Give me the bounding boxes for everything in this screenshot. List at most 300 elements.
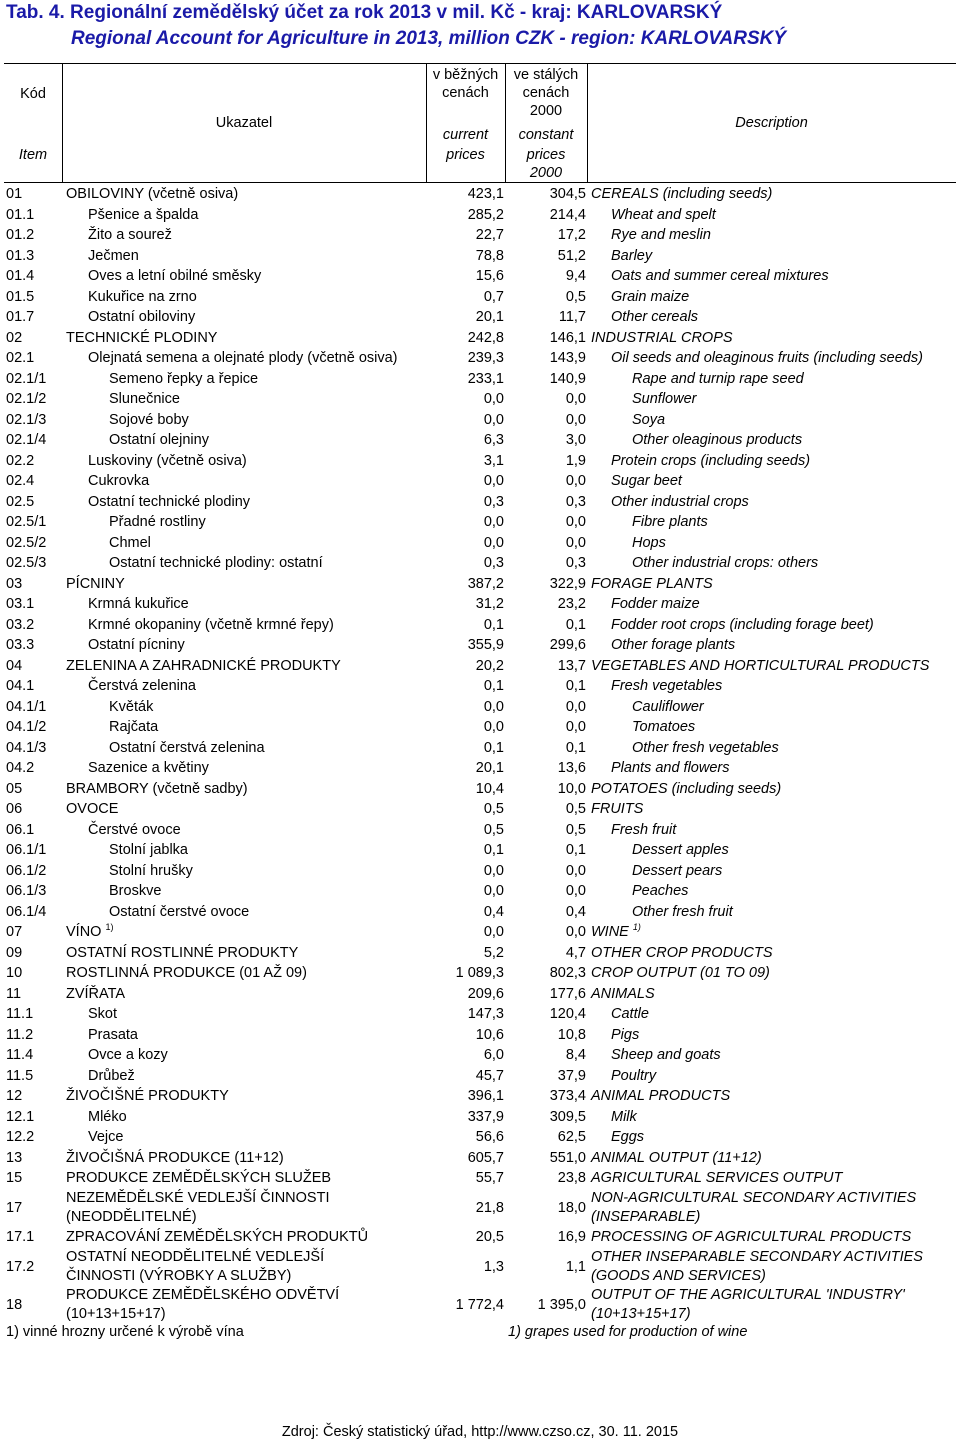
row-code: 01.4 (6, 268, 35, 284)
row-description: FRUITS (591, 801, 644, 817)
row-code: 02.5/3 (6, 555, 47, 571)
header-constant-cz-3: 2000 (529, 103, 563, 119)
row-description: CEREALS (including seeds) (591, 186, 773, 202)
table-row (4, 922, 956, 943)
row-name: Luskoviny (včetně osiva) (88, 452, 247, 469)
row-description: Cattle (611, 1006, 649, 1022)
row-current-value: 396,1 (467, 1088, 504, 1104)
row-code: 12 (6, 1088, 23, 1104)
row-name: Ovce a kozy (88, 1047, 168, 1063)
row-code: 02.1/3 (6, 411, 47, 428)
row-current-value: 0,3 (483, 493, 504, 510)
row-description: Other industrial crops (611, 493, 749, 510)
row-code: 17 (6, 1199, 23, 1216)
table-title: Tab. 4. Regionální zemědělský účet za rok 2013 v mil. Kč - kraj: KARLOVARSKÝ (6, 2, 723, 23)
row-name: Čerstvá zelenina (88, 678, 196, 694)
table-row (4, 840, 956, 861)
row-description: OTHER CROP PRODUCTS (591, 944, 773, 961)
table-row (4, 1004, 956, 1025)
table-row (4, 1248, 956, 1287)
row-constant-value: 13,7 (557, 657, 586, 674)
row-constant-value: 551,0 (549, 1149, 586, 1166)
row-name: ŽIVOČIŠNÁ PRODUKCE (11+12) (66, 1149, 284, 1166)
row-description: Rye and meslin (611, 227, 711, 243)
header-indicator: Ukazatel (215, 115, 273, 131)
row-current-value: 0,5 (483, 821, 504, 838)
table-row (4, 410, 956, 431)
row-description: Dessert pears (632, 862, 723, 879)
row-constant-value: 16,9 (557, 1229, 586, 1245)
row-constant-value: 146,1 (549, 329, 586, 346)
row-current-value: 233,1 (467, 370, 504, 387)
row-name: PÍCNINY (66, 575, 125, 592)
table-row (4, 943, 956, 964)
table-row (4, 389, 956, 410)
row-constant-value: 37,9 (557, 1067, 586, 1084)
row-current-value: 0,1 (483, 739, 504, 756)
row-name: Drůbež (88, 1067, 135, 1084)
row-name: Přadné rostliny (109, 514, 206, 530)
row-description: Fodder root crops (including forage beet) (611, 616, 874, 633)
row-constant-value: 0,0 (565, 883, 586, 899)
table-row (4, 656, 956, 677)
row-code: 03 (6, 575, 23, 592)
table-row (4, 471, 956, 492)
row-description: Cauliflower (632, 698, 704, 715)
header-current-en-1: current (442, 127, 489, 143)
row-name: Ostatní obiloviny (88, 309, 196, 325)
table-row (4, 492, 956, 513)
row-name: Prasata (88, 1026, 138, 1043)
table-row (4, 430, 956, 451)
row-name: Ječmen (88, 247, 139, 264)
row-constant-value: 0,0 (565, 862, 586, 879)
row-code: 04.1/2 (6, 719, 47, 735)
row-constant-value: 9,4 (565, 268, 586, 284)
row-description: Sheep and goats (611, 1047, 721, 1063)
header-constant-cz-1: ve stálých (513, 67, 579, 83)
table-row (4, 1189, 956, 1228)
row-constant-value: 13,6 (557, 760, 586, 776)
row-description: FORAGE PLANTS (591, 575, 713, 592)
row-description: Barley (611, 247, 653, 264)
table-row (4, 861, 956, 882)
row-constant-value: 0,5 (565, 288, 586, 305)
row-constant-value: 0,1 (565, 739, 586, 756)
row-constant-value: 0,0 (565, 391, 586, 407)
row-name: Semeno řepky a řepice (109, 370, 259, 387)
row-description: Wheat and spelt (611, 206, 716, 223)
table-row (4, 1025, 956, 1046)
row-name: Skot (88, 1006, 118, 1022)
row-current-value: 3,1 (483, 452, 504, 469)
row-name: TECHNICKÉ PLODINY (66, 329, 218, 346)
row-constant-value: 0,1 (565, 842, 586, 858)
row-constant-value: 140,9 (549, 370, 586, 387)
row-name: Sojové boby (109, 411, 189, 428)
row-description: WINE $^{1)}$ (591, 922, 641, 940)
table-row (4, 615, 956, 636)
row-current-value: 0,0 (483, 514, 504, 530)
row-description: ANIMAL PRODUCTS (591, 1088, 731, 1104)
table-row (4, 451, 956, 472)
table-row (4, 717, 956, 738)
row-constant-value: 23,8 (557, 1170, 586, 1186)
row-code: 15 (6, 1170, 23, 1186)
row-constant-value: 0,0 (565, 719, 586, 735)
row-current-value: 0,1 (483, 842, 504, 858)
row-current-value: 0,5 (483, 801, 504, 817)
row-description: Fresh fruit (611, 821, 677, 838)
row-code: 01.2 (6, 227, 35, 243)
table-row (4, 1086, 956, 1107)
table-row (4, 533, 956, 554)
row-current-value: 0,0 (483, 862, 504, 879)
source-note: Zdroj: Český statistický úřad, http://www.czso.cz, 30. 11. 2015 (281, 1424, 679, 1440)
row-current-value: 31,2 (475, 596, 504, 612)
row-constant-value: 0,0 (565, 514, 586, 530)
row-current-value: 0,1 (483, 616, 504, 633)
row-name: Oves a letní obilné směsky (88, 268, 262, 284)
row-constant-value: 0,0 (565, 473, 586, 489)
row-code: 03.1 (6, 596, 35, 612)
row-description: ANIMALS (591, 985, 655, 1002)
row-name: Cukrovka (88, 473, 150, 489)
row-description: Peaches (632, 883, 689, 899)
footnote-cz: 1) vinné hrozny určené k výrobě vína (6, 1324, 244, 1340)
row-current-value: 239,3 (467, 350, 504, 366)
footnote-marker: 1) (105, 922, 114, 933)
row-code: 06 (6, 801, 23, 817)
row-current-value: 387,2 (467, 575, 504, 592)
table-row (4, 574, 956, 595)
table-row (4, 676, 956, 697)
row-current-value: 6,0 (483, 1047, 504, 1063)
row-current-value: 337,9 (467, 1108, 504, 1125)
row-current-value: 0,0 (483, 924, 504, 940)
row-constant-value: 322,9 (549, 575, 586, 592)
row-name: OSTATNÍ ROSTLINNÉ PRODUKTY (66, 944, 299, 961)
row-name: Stolní hrušky (109, 862, 193, 879)
row-name: Ostatní olejniny (109, 432, 209, 448)
row-description: Other fresh vegetables (632, 739, 779, 756)
row-constant-value: 23,2 (557, 596, 586, 612)
row-name: Krmná kukuřice (88, 596, 189, 612)
row-current-value: 22,7 (475, 227, 504, 243)
row-current-value: 285,2 (467, 206, 504, 223)
row-current-value: 55,7 (475, 1170, 504, 1186)
row-code: 02 (6, 329, 23, 346)
table-row (4, 553, 956, 574)
row-description: Milk (611, 1108, 637, 1125)
row-current-value: 0,4 (483, 903, 504, 920)
row-description: Other fresh fruit (632, 903, 733, 920)
row-current-value: 56,6 (475, 1129, 504, 1145)
row-description: Other cereals (611, 309, 699, 325)
row-code: 12.2 (6, 1129, 35, 1145)
row-current-value: 15,6 (475, 268, 504, 284)
row-current-value: 0,0 (483, 883, 504, 899)
row-code: 03.2 (6, 616, 35, 633)
row-constant-value: 120,4 (549, 1006, 586, 1022)
row-code: 04.1/3 (6, 739, 47, 756)
header-description: Description (735, 115, 808, 131)
table-row (4, 1148, 956, 1169)
row-description: Fodder maize (611, 596, 700, 612)
row-description: Oil seeds and oleaginous fruits (including seeds) (611, 350, 923, 366)
row-constant-value: 10,8 (557, 1026, 586, 1043)
row-current-value: 147,3 (467, 1006, 504, 1022)
row-current-value: 45,7 (475, 1067, 504, 1084)
table-row (4, 1127, 956, 1148)
row-name: VÍNO $^{1)}$ (66, 922, 114, 940)
row-name: Vejce (88, 1129, 124, 1145)
row-name: Olejnatá semena a olejnaté plody (včetně osiva) (88, 350, 398, 366)
row-code: 01.1 (6, 206, 35, 223)
row-name: NEZEMĚDĚLSKÉ VEDLEJŠÍ ČINNOSTI (NEODDĚLITELNÉ) (66, 1189, 330, 1225)
row-current-value: 0,0 (483, 391, 504, 407)
row-description: Hops (632, 534, 666, 551)
row-description: Eggs (611, 1129, 645, 1145)
row-name: Ostatní technické plodiny (88, 493, 251, 510)
row-description: Fresh vegetables (611, 678, 723, 694)
table-row (4, 184, 956, 205)
row-description: OUTPUT OF THE AGRICULTURAL 'INDUSTRY' (10+13+15+17) (591, 1287, 905, 1322)
row-current-value: 0,3 (483, 555, 504, 571)
row-code: 06.1/2 (6, 862, 47, 879)
header-constant-en-1: constant (518, 127, 574, 143)
row-current-value: 20,5 (475, 1229, 504, 1245)
row-constant-value: 62,5 (557, 1129, 586, 1145)
row-constant-value: 299,6 (549, 637, 586, 653)
table-row (4, 287, 956, 308)
table-row (4, 1286, 956, 1325)
row-name: ROSTLINNÁ PRODUKCE (01 AŽ 09) (66, 965, 307, 981)
row-code: 11.2 (6, 1026, 34, 1043)
row-code: 06.1/4 (6, 903, 47, 920)
row-constant-value: 0,0 (565, 698, 586, 715)
row-code: 02.5 (6, 493, 35, 510)
table-row (4, 1168, 956, 1189)
header-current-cz-2: cenách (442, 85, 489, 101)
row-description: VEGETABLES AND HORTICULTURAL PRODUCTS (591, 657, 930, 674)
row-current-value: 1 089,3 (455, 965, 504, 981)
row-current-value: 10,4 (475, 780, 504, 797)
row-description: OTHER INSEPARABLE SECONDARY ACTIVITIES (GOODS AND SERVICES) (591, 1248, 923, 1284)
row-name: Žito a sourež (88, 227, 172, 243)
row-code: 02.5/1 (6, 514, 47, 530)
row-constant-value: 1,1 (565, 1258, 586, 1275)
row-name: OSTATNÍ NEODDĚLITELNÉ VEDLEJŠÍ ČINNOSTI (VÝROBKY A SLUŽBY) (66, 1248, 325, 1284)
row-code: 04.1/1 (6, 698, 47, 715)
row-code: 11.1 (6, 1006, 34, 1022)
row-code: 06.1/1 (6, 842, 47, 858)
row-name: Květák (109, 698, 154, 715)
table-row (4, 984, 956, 1005)
row-constant-value: 373,4 (549, 1088, 586, 1104)
row-constant-value: 1,9 (565, 452, 586, 469)
row-code: 05 (6, 780, 23, 797)
row-constant-value: 8,4 (565, 1047, 586, 1063)
row-code: 12.1 (6, 1108, 35, 1125)
row-current-value: 0,0 (483, 698, 504, 715)
table-row (4, 963, 956, 984)
table-row (4, 779, 956, 800)
row-name: Slunečnice (109, 391, 180, 407)
row-current-value: 5,2 (483, 944, 504, 961)
row-code: 02.1 (6, 350, 35, 366)
table-subtitle: Regional Account for Agriculture in 2013, million CZK - region: KARLOVARSKÝ (71, 28, 787, 49)
table-row (4, 594, 956, 615)
row-code: 02.1/1 (6, 370, 47, 387)
row-constant-value: 0,3 (565, 555, 586, 571)
row-description: INDUSTRIAL CROPS (591, 329, 733, 346)
row-constant-value: 3,0 (565, 432, 586, 448)
row-name: Ostatní čerstvá zelenina (109, 739, 265, 756)
row-code: 02.1/2 (6, 391, 47, 407)
table-row (4, 246, 956, 267)
row-current-value: 0,0 (483, 534, 504, 551)
row-constant-value: 51,2 (557, 247, 586, 264)
row-current-value: 20,2 (475, 657, 504, 674)
row-description: CROP OUTPUT (01 TO 09) (591, 965, 770, 981)
row-name: Ostatní pícniny (88, 637, 185, 653)
row-description: ANIMAL OUTPUT (11+12) (591, 1149, 762, 1166)
row-code: 01.3 (6, 247, 35, 264)
row-description: Dessert apples (632, 842, 729, 858)
row-description: Fibre plants (632, 514, 708, 530)
row-code: 11 (6, 985, 22, 1002)
row-current-value: 423,1 (467, 186, 504, 202)
row-code: 02.2 (6, 452, 35, 469)
row-name: ŽIVOČIŠNÉ PRODUKTY (66, 1088, 229, 1104)
row-description: Grain maize (611, 288, 690, 305)
row-name: Broskve (109, 883, 162, 899)
row-constant-value: 4,7 (565, 944, 586, 961)
row-code: 02.1/4 (6, 432, 47, 448)
row-constant-value: 11,7 (558, 309, 586, 325)
row-description: AGRICULTURAL SERVICES OUTPUT (591, 1170, 843, 1186)
table-body (4, 184, 956, 1325)
row-constant-value: 0,1 (565, 678, 586, 694)
row-code: 01 (6, 186, 23, 202)
row-description: Sugar beet (611, 473, 682, 489)
row-current-value: 355,9 (467, 637, 504, 653)
row-code: 06.1 (6, 821, 35, 838)
row-constant-value: 1 395,0 (537, 1297, 586, 1313)
footnote-marker: 1) (632, 922, 641, 933)
row-name: ZPRACOVÁNÍ ZEMĚDĚLSKÝCH PRODUKTŮ (66, 1229, 369, 1245)
row-constant-value: 0,1 (565, 616, 586, 633)
row-description: Sunflower (632, 391, 697, 407)
row-constant-value: 177,6 (549, 985, 586, 1002)
row-name: Stolní jablka (109, 842, 188, 858)
header-code-cz: Kód (20, 86, 46, 102)
row-constant-value: 0,0 (565, 411, 586, 428)
row-constant-value: 309,5 (549, 1108, 586, 1125)
row-description: Rape and turnip rape seed (632, 370, 804, 387)
header-code-en: Item (18, 147, 48, 163)
row-description: Protein crops (including seeds) (611, 452, 811, 469)
row-constant-value: 0,0 (565, 534, 586, 551)
row-current-value: 0,0 (483, 411, 504, 428)
row-code: 02.4 (6, 473, 35, 489)
row-constant-value: 143,9 (549, 350, 586, 366)
row-description: NON-AGRICULTURAL SECONDARY ACTIVITIES (INSEPARABLE) (591, 1189, 917, 1225)
row-name: Chmel (109, 534, 151, 551)
table-row (4, 1045, 956, 1066)
row-code: 04.2 (6, 760, 35, 776)
row-name: Ostatní čerstvé ovoce (109, 903, 250, 920)
row-code: 18 (6, 1297, 23, 1313)
table-row (4, 348, 956, 369)
table-row (4, 369, 956, 390)
row-code: 10 (6, 965, 23, 981)
row-constant-value: 0,3 (565, 493, 586, 510)
row-description: Pigs (611, 1026, 640, 1043)
table-row (4, 205, 956, 226)
row-name: ZVÍŘATA (66, 985, 126, 1002)
row-description: PROCESSING OF AGRICULTURAL PRODUCTS (591, 1229, 912, 1245)
table-row (4, 820, 956, 841)
header-constant-en-3: 2000 (529, 165, 563, 181)
row-current-value: 20,1 (475, 309, 504, 325)
row-current-value: 10,6 (475, 1026, 504, 1043)
row-constant-value: 0,5 (565, 801, 586, 817)
table-row (4, 1107, 956, 1128)
row-description: POTATOES (including seeds) (591, 780, 782, 797)
table-row (4, 902, 956, 923)
row-code: 11.5 (6, 1067, 34, 1084)
row-code: 01.7 (6, 309, 35, 325)
row-current-value: 0,1 (483, 678, 504, 694)
row-code: 04.1 (6, 678, 35, 694)
row-description: Other industrial crops: others (632, 555, 819, 571)
row-description: Other forage plants (611, 637, 736, 653)
row-code: 03.3 (6, 637, 35, 653)
row-name: BRAMBORY (včetně sadby) (66, 780, 248, 797)
row-current-value: 1,3 (483, 1258, 504, 1275)
row-constant-value: 0,5 (565, 821, 586, 838)
header-constant-en-2: prices (526, 147, 566, 163)
row-description: Other oleaginous products (632, 432, 803, 448)
row-constant-value: 214,4 (549, 206, 586, 223)
row-name: Pšenice a špalda (88, 206, 199, 223)
header-current-en-2: prices (446, 147, 485, 163)
row-constant-value: 802,3 (549, 965, 586, 981)
row-name: Mléko (88, 1108, 127, 1125)
row-constant-value: 18,0 (557, 1199, 586, 1216)
row-name: Kukuřice na zrno (88, 288, 197, 305)
row-name: OBILOVINY (včetně osiva) (66, 186, 239, 202)
table-row (4, 512, 956, 533)
row-code: 01.5 (6, 288, 35, 305)
table-row (4, 266, 956, 287)
row-code: 11.4 (6, 1047, 34, 1063)
row-constant-value: 0,0 (565, 924, 586, 940)
row-description: Tomatoes (632, 719, 696, 735)
row-name: OVOCE (66, 801, 119, 817)
row-name: Ostatní technické plodiny: ostatní (109, 555, 323, 571)
row-code: 02.5/2 (6, 534, 47, 551)
row-current-value: 0,0 (483, 719, 504, 735)
row-code: 13 (6, 1149, 23, 1166)
table-row (4, 881, 956, 902)
row-current-value: 1 772,4 (455, 1297, 504, 1313)
table-row (4, 307, 956, 328)
row-name: ZELENINA A ZAHRADNICKÉ PRODUKTY (66, 657, 341, 674)
row-name: PRODUKCE ZEMĚDĚLSKÝCH SLUŽEB (66, 1170, 332, 1186)
